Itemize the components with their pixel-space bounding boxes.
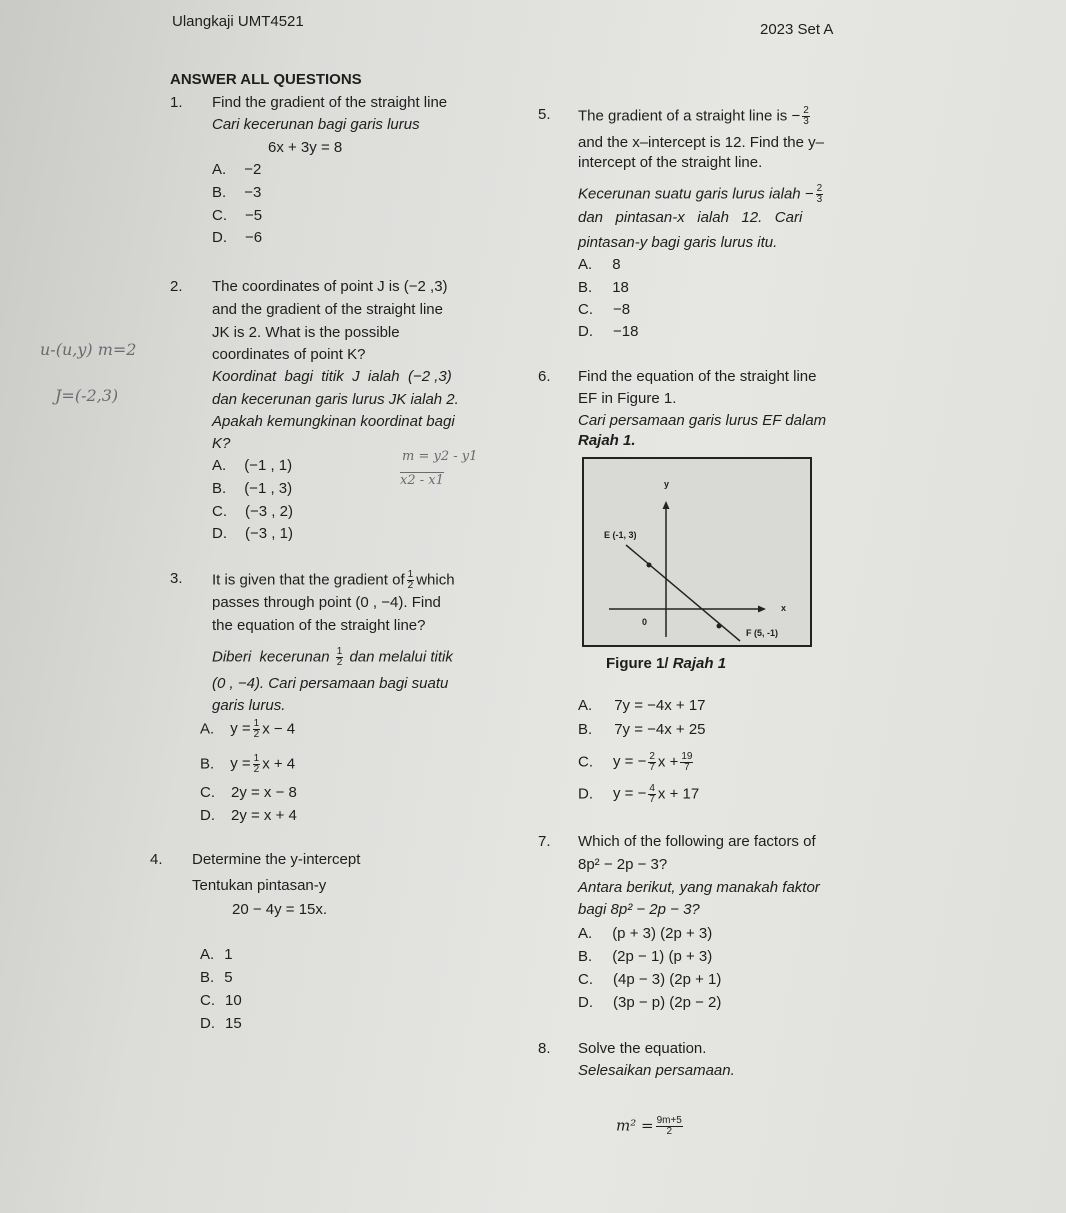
option-c: C. (4p − 3) (2p + 1) [578,971,722,988]
equation: 6x + 3y = 8 [268,139,343,156]
option-c: C. −8 [578,301,631,318]
option-d: D. 15 [200,1015,242,1032]
option-a: A. 7y = −4x + 17 [578,697,706,714]
question-number: 7. [538,833,551,850]
handwritten-note: J=(-2,3) [55,386,119,405]
option-c: C. y = − $\frac{2}{7}$ x + $\frac{19}{7}$ [578,751,693,773]
option-d: D. (3p − p) (2p − 2) [578,994,722,1011]
option-c: C. −5 [212,207,263,224]
figure-caption: Figure 1/ Rajah 1 [606,655,727,672]
question-text: Determine the y-intercept [192,851,361,868]
question-text: passes through point (0 , −4). Find [212,594,441,611]
handwritten-note: u-(u,y) m=2 [40,340,137,359]
question-text-ms: Tentukan pintasan-y [192,877,327,894]
option-b: B. 5 [200,969,233,986]
option-d: D. 2y = x + 4 [200,807,297,824]
option-b: B. 7y = −4x + 25 [578,721,706,738]
question-text: intercept of the straight line. [578,154,763,171]
origin-label: 0 [642,617,648,627]
question-number: 1. [170,94,183,111]
question-text-ms: (0 , −4). Cari persamaan bagi suatu [212,675,449,692]
y-axis-arrow [663,501,670,509]
option-a: A. (−1 , 1) [212,457,293,474]
x-axis-label: x [781,603,787,613]
option-d: D. −6 [212,229,263,246]
question-text-ms: Cari persamaan garis lurus EF dalam [578,412,827,429]
question-text-ms: dan pintasan-x ialah 12. Cari [578,209,803,226]
question-number: 5. [538,106,551,123]
question-text-ms: dan kecerunan garis lurus JK ialah 2. [212,391,459,408]
question-text-ms: pintasan-y bagi garis lurus itu. [578,234,778,251]
question-text: Solve the equation. [578,1040,707,1057]
question-text-ms: Cari kecerunan bagi garis lurus [212,116,420,133]
question-text-ms: K? [212,435,231,452]
option-b: B. 18 [578,279,629,296]
instruction: ANSWER ALL QUESTIONS [170,71,362,88]
option-b: B. (2p − 1) (p + 3) [578,948,713,965]
question-number: 8. [538,1040,551,1057]
point-e [647,563,652,568]
option-a: A. y = $\frac{1}{2}$ x − 4 [200,718,296,740]
option-c: C. 10 [200,992,242,1009]
question-number: 3. [170,570,183,587]
point-f [717,624,722,629]
question-number: 2. [170,278,183,295]
exam-code: Ulangkaji UMT4521 [172,13,304,30]
question-text: The gradient of a straight line is − $\frac{2}{3}$ [578,105,809,127]
question-text: Find the gradient of the straight line [212,94,448,111]
question-text: and the gradient of the straight line [212,301,443,318]
question-text: Which of the following are factors of [578,833,816,850]
option-b: B. y = $\frac{1}{2}$ x + 4 [200,753,296,775]
question-text: 8p² − 2p − 3? [578,856,668,873]
option-d: D. −18 [578,323,639,340]
option-b: B. (−1 , 3) [212,480,293,497]
figure-1-graph [582,457,812,647]
question-text: JK is 2. What is the possible [212,324,400,341]
option-a: A. 8 [578,256,621,273]
handwritten-note: m = y2 - y1 [402,449,478,464]
exam-set: 2023 Set A [760,21,834,38]
option-a: A. (p + 3) (2p + 3) [578,925,713,942]
point-e-label: E (-1, 3) [604,530,637,540]
question-text: The coordinates of point J is (−2 ,3) [212,278,448,295]
y-axis-label: y [664,479,670,489]
option-d: D. (−3 , 1) [212,525,293,542]
option-b: B. −3 [212,184,262,201]
question-text-ms: Diberi kecerunan $\frac{1}{2}$ dan melalui titik [212,646,453,668]
equation: m² = $\frac{9m+5}{2}$ [616,1115,682,1137]
question-text-ms: Apakah kemungkinan koordinat bagi [212,413,455,430]
x-axis-arrow [758,606,766,613]
question-text: Find the equation of the straight line [578,368,817,385]
question-number: 4. [150,851,163,868]
option-a: A. −2 [212,161,262,178]
question-number: 6. [538,368,551,385]
question-text-ms: Selesaikan persamaan. [578,1062,735,1079]
question-text-ms: garis lurus. [212,697,286,714]
question-text: It is given that the gradient of $\frac{1}{2}$ which [212,569,455,591]
option-a: A. 1 [200,946,233,963]
question-text: and the x–intercept is 12. Find the y– [578,134,824,151]
question-text-ms: Koordinat bagi titik J ialah (−2 ,3) [212,368,452,385]
equation: 20 − 4y = 15x. [232,901,328,918]
option-c: C. 2y = x − 8 [200,784,297,801]
question-text: the equation of the straight line? [212,617,426,634]
question-text-ms: Rajah 1. [578,432,636,449]
question-text: coordinates of point K? [212,346,366,363]
question-text-ms: bagi 8p² − 2p − 3? [578,901,700,918]
option-d: D. y = − $\frac{4}{7}$ x + 17 [578,783,700,805]
question-text-ms: Antara berikut, yang manakah faktor [578,879,820,896]
question-text: EF in Figure 1. [578,390,677,407]
point-f-label: F (5, -1) [746,628,779,638]
option-c: C. (−3 , 2) [212,503,293,520]
handwritten-note: x2 - x1 [400,473,444,488]
question-text-ms: Kecerunan suatu garis lurus ialah − $\frac{2}{3}$ [578,183,823,205]
